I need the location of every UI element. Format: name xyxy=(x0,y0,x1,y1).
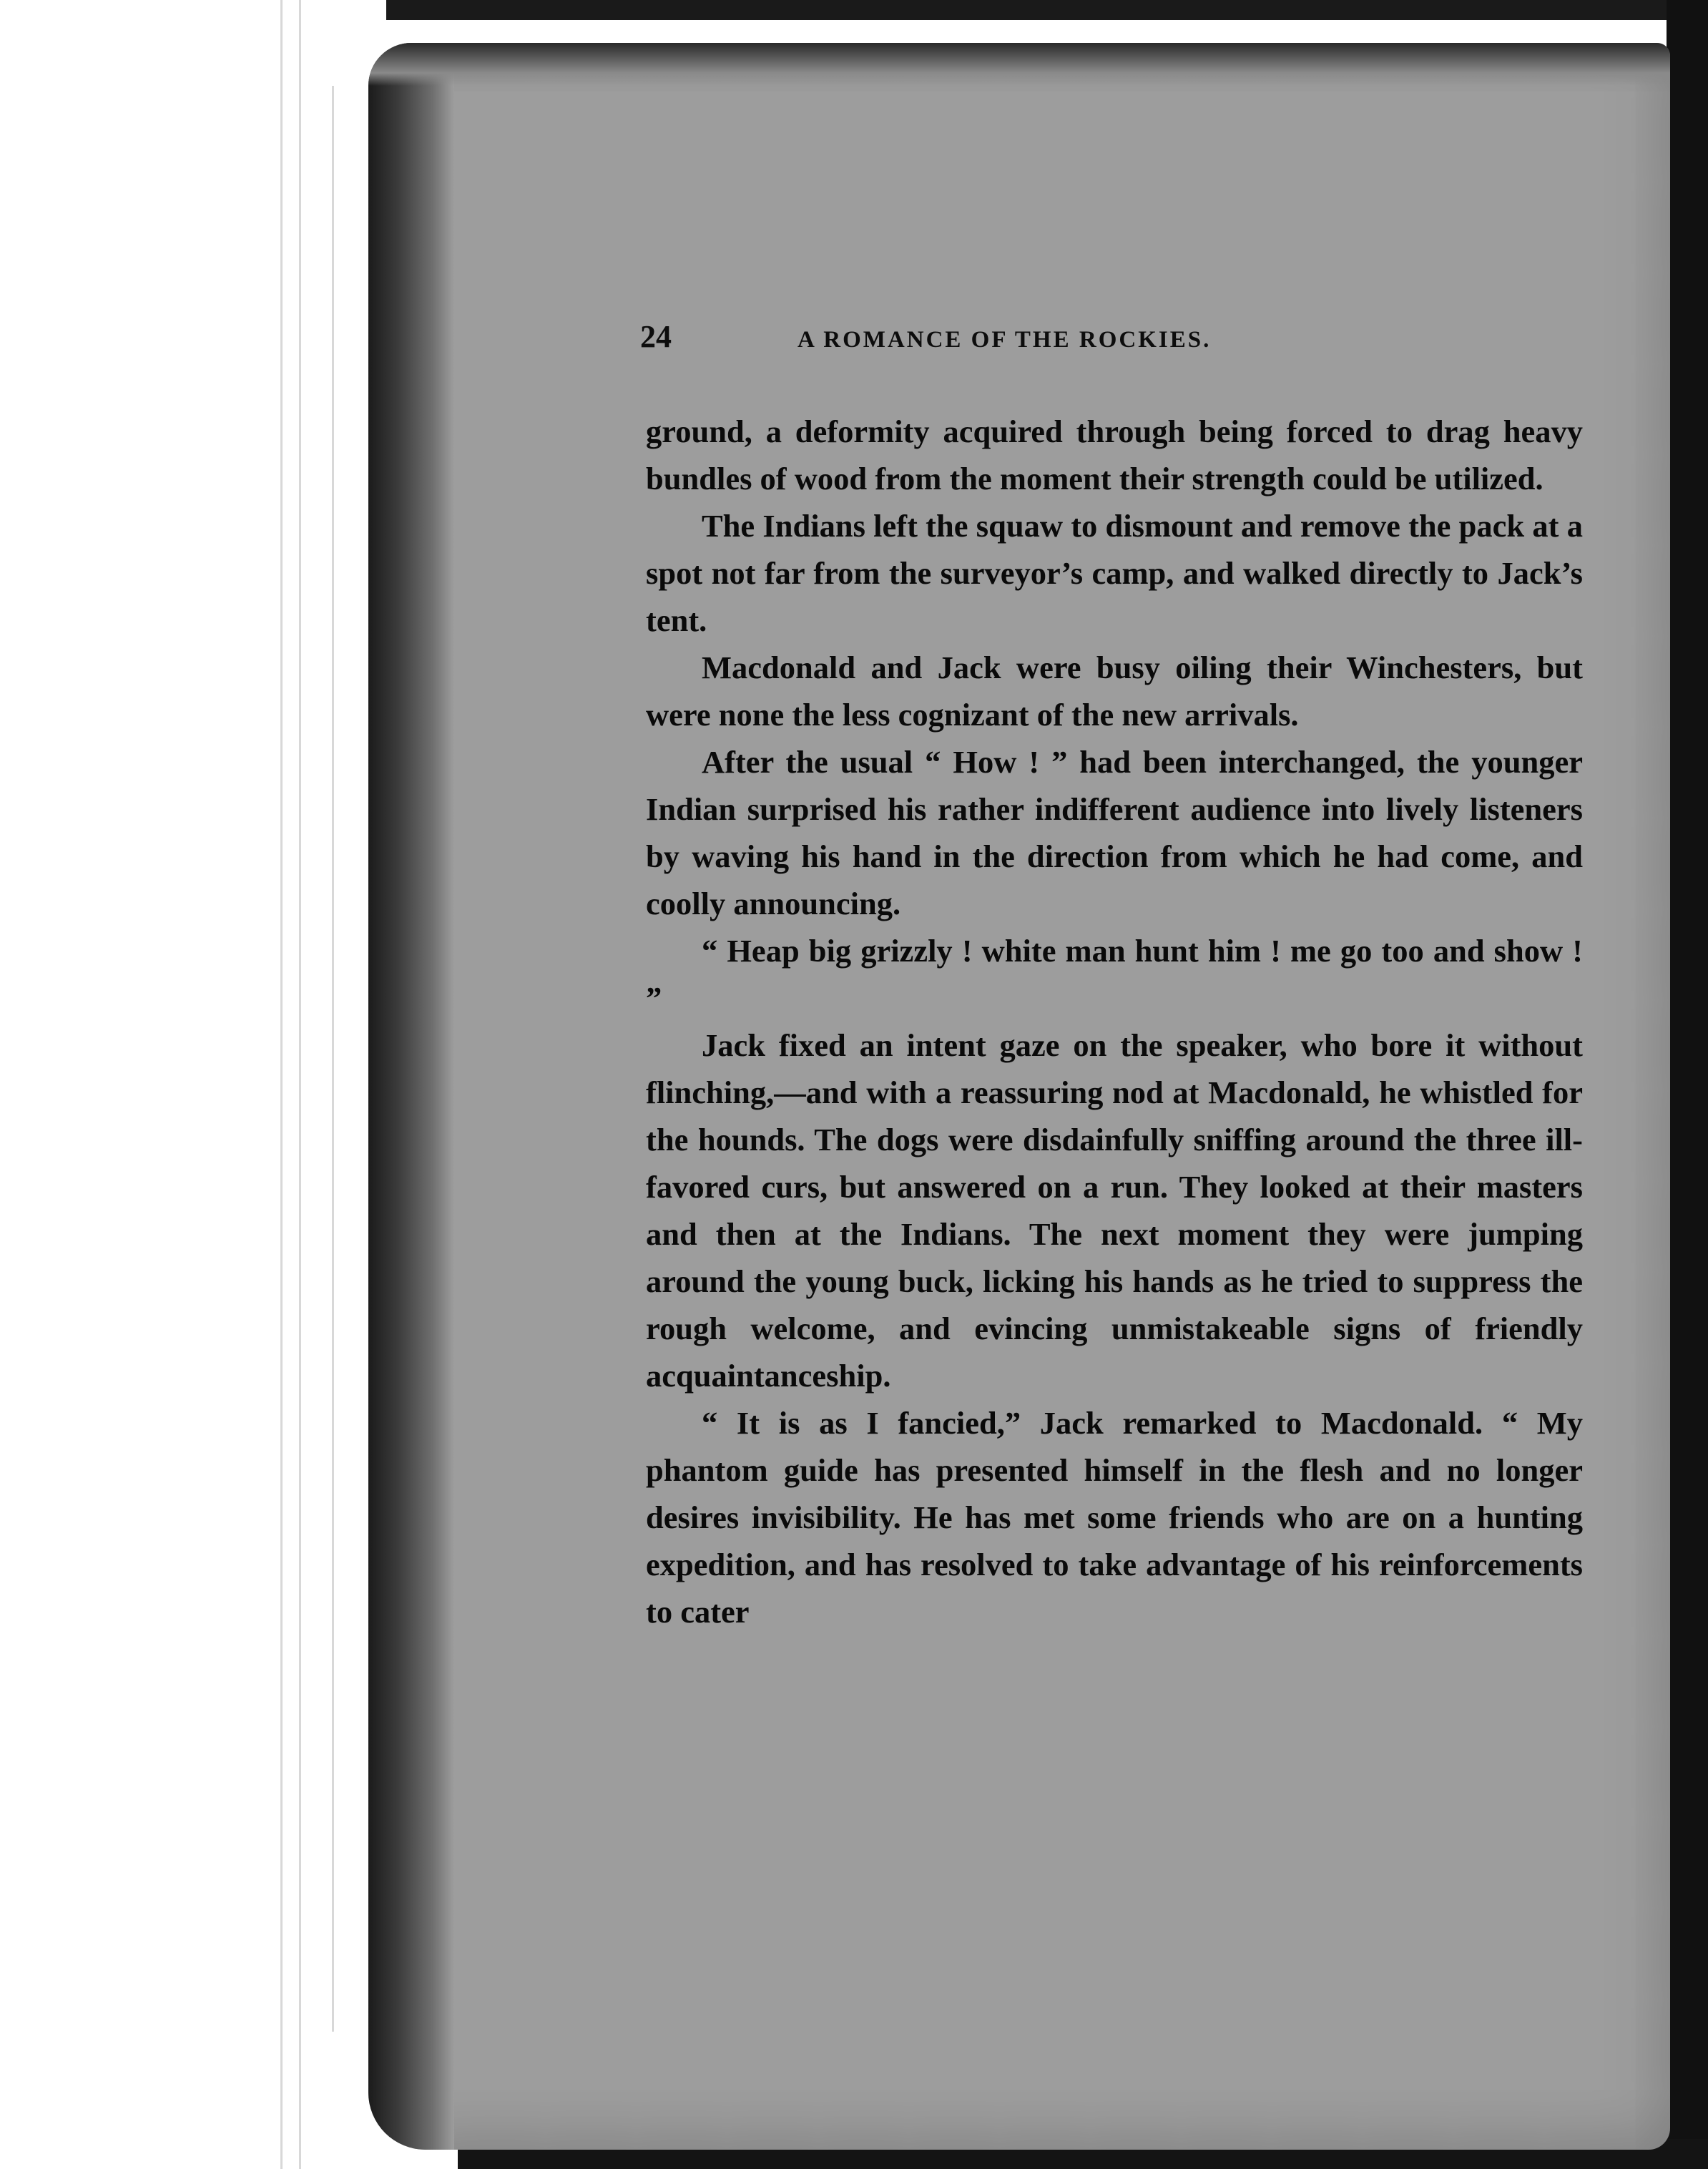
paragraph: “ It is as I fancied,” Jack remarked to Macdonald. “ My phantom guide has presented himself in the flesh and no longer desires invisibility. He has met some friends who are on a hunting expedition, and has resolved to take advantage of his reinforcements to cater xyxy=(646,1405,1583,1630)
page-binding-edge xyxy=(368,43,454,2150)
paragraph: Macdonald and Jack were busy oiling their Winchesters, but were none the less cognizant of the new arrivals. xyxy=(646,650,1583,733)
book-page xyxy=(368,43,1670,2150)
paragraph: The Indians left the squaw to dismount and remove the pack at a spot not far from the surveyor’s camp, and walked directly to Jack’s tent. xyxy=(646,508,1583,638)
scan-guide-line xyxy=(280,0,283,2169)
body-text xyxy=(646,408,1583,1635)
page-top-edge xyxy=(368,43,1670,86)
scan-guide-line xyxy=(299,0,301,2169)
scan-border-right xyxy=(1667,0,1708,2169)
page-number: 24 xyxy=(640,319,672,354)
scan-border-top xyxy=(386,0,1708,20)
paragraph: “ Heap big grizzly ! white man hunt him ! me go too and show ! ” xyxy=(646,933,1583,1016)
scan-guide-line xyxy=(332,86,334,2032)
running-title: A ROMANCE OF THE ROCKIES. xyxy=(797,327,1212,353)
paragraph: ground, a deformity acquired through being forced to drag heavy bundles of wood from the moment their strength could be utilized. xyxy=(646,413,1583,496)
running-head xyxy=(640,318,1670,361)
paragraph: After the usual “ How ! ” had been interchanged, the younger Indian surprised his rather indifferent audience into lively listeners by waving his hand in the direction from which he had come, and coolly announcing. xyxy=(646,744,1583,921)
paragraph: Jack fixed an intent gaze on the speaker, who bore it without flinching,—and with a reassuring nod at Macdonald, he whistled for the hounds. The dogs were disdainfully sniffing around the three ill-favored curs, but answered on a run. They looked at their masters and then at the Indians. The next moment they were jumping around the young buck, licking his hands as he tried to suppress the rough welcome, and evincing unmistakeable signs of friendly acquaintanceship. xyxy=(646,1027,1583,1394)
